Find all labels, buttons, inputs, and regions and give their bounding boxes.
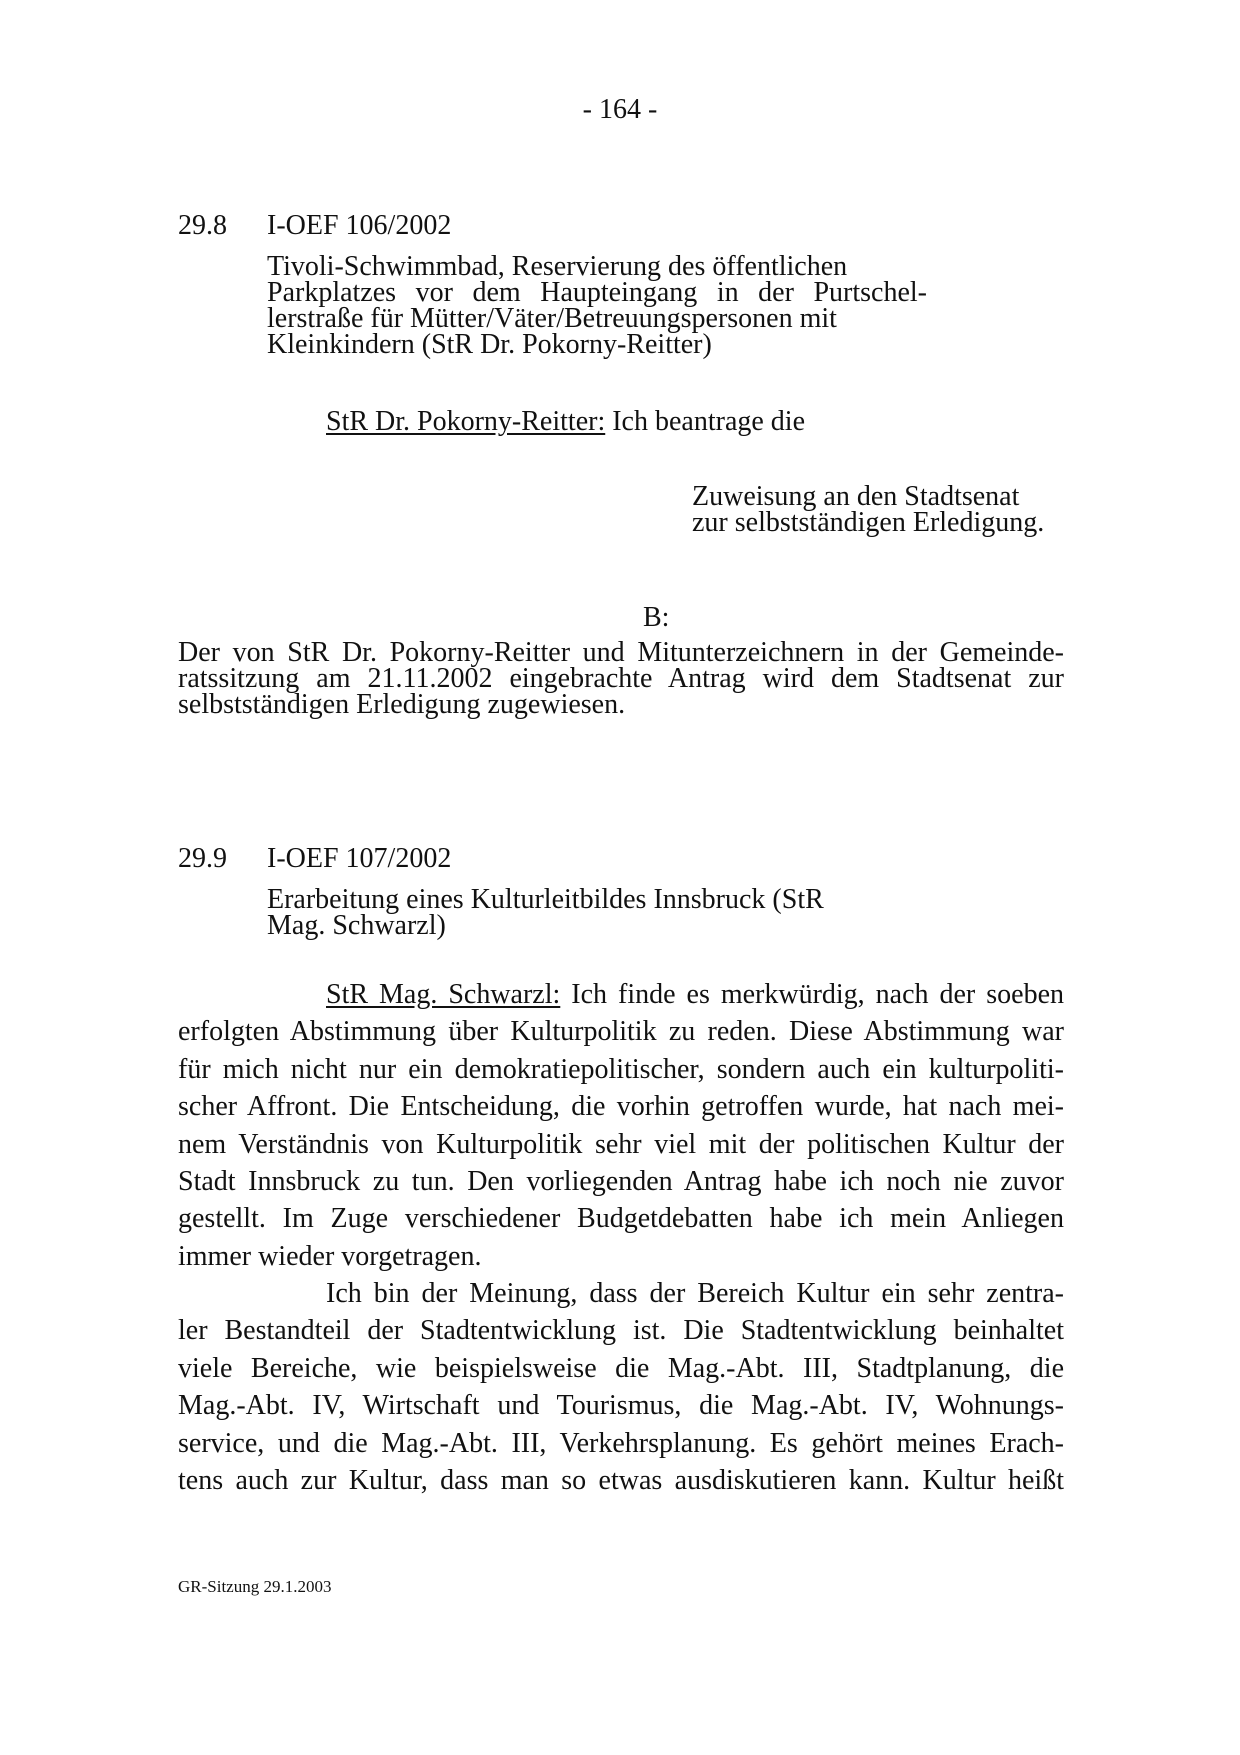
- item-title-line: Erarbeitung eines Kulturleitbildes Innsbruck (StR: [267, 884, 824, 915]
- item-title-line: Parkplatzes vor dem Haupteingang in der Purtschel-: [267, 277, 927, 308]
- item-title-line: lerstraße für Mütter/Väter/Betreuungspersonen mit: [267, 303, 837, 334]
- paragraph-line: viele Bereiche, wie beispielsweise die Mag.-Abt. III, Stadtplanung, die: [178, 1352, 1064, 1384]
- paragraph-line: für mich nicht nur ein demokratiepolitischer, sondern auch ein kulturpoliti-: [178, 1053, 1064, 1085]
- speech-text: Ich beantrage die: [605, 406, 806, 437]
- paragraph-line: scher Affront. Die Entscheidung, die vorhin getroffen wurde, hat nach mei-: [178, 1091, 1064, 1123]
- paragraph-line: immer wieder vorgetragen.: [178, 1240, 482, 1272]
- item-reference: I-OEF 107/2002: [267, 843, 452, 874]
- paragraph-line: nem Verständnis von Kulturpolitik sehr viel mit der politischen Kultur der: [178, 1128, 1064, 1160]
- item-title: [267, 251, 927, 360]
- speech-paragraph: [178, 976, 1064, 1275]
- paragraph-line: Mag.-Abt. IV, Wirtschaft und Tourismus, die Mag.-Abt. IV, Wohnungs-: [178, 1390, 1064, 1422]
- decision-label: B:: [643, 602, 670, 633]
- decision-line: selbstständigen Erledigung zugewiesen.: [178, 689, 626, 720]
- footer-text: GR-Sitzung 29.1.2003: [178, 1577, 332, 1596]
- speech-paragraph: [178, 1275, 1064, 1499]
- paragraph-line: Stadt Innsbruck zu tun. Den vorliegenden Antrag habe ich noch nie zuvor: [178, 1166, 1064, 1198]
- speaker-name: StR Mag. Schwarzl:: [326, 979, 561, 1010]
- paragraph-text: Ich bin der Meinung, dass der Bereich Kultur ein sehr zentra-: [326, 1278, 1064, 1309]
- motion-text: [692, 481, 1045, 538]
- paragraph-text: Ich finde es merkwürdig, nach der soeben: [560, 979, 1064, 1010]
- decision-line: Der von StR Dr. Pokorny-Reitter und Mitunterzeichnern in der Gemeinde-: [178, 637, 1064, 668]
- paragraph-line: gestellt. Im Zuge verschiedener Budgetdebatten habe ich mein Anliegen: [178, 1203, 1064, 1235]
- speaker-name: StR Dr. Pokorny-Reitter:: [326, 406, 606, 437]
- paragraph-line: [178, 976, 1064, 1013]
- item-title: [267, 884, 927, 941]
- item-title-line: Tivoli-Schwimmbad, Reservierung des öffentlichen: [267, 251, 848, 282]
- paragraph-line: tens auch zur Kultur, dass man so etwas ausdiskutieren kann. Kultur heißt: [178, 1465, 1064, 1497]
- motion-line: Zuweisung an den Stadtsenat: [692, 481, 1020, 512]
- item-reference: I-OEF 106/2002: [267, 210, 452, 241]
- paragraph-line: erfolgten Abstimmung über Kulturpolitik zu reden. Diese Abstimmung war: [178, 1016, 1064, 1048]
- item-number: 29.8: [178, 210, 227, 241]
- decision-line: ratssitzung am 21.11.2002 eingebrachte Antrag wird dem Stadtsenat zur: [178, 663, 1064, 694]
- page-number: - 164 -: [582, 94, 658, 125]
- item-number: 29.9: [178, 843, 227, 874]
- paragraph-line: [178, 1275, 1064, 1312]
- motion-line: zur selbstständigen Erledigung.: [692, 507, 1045, 538]
- paragraph-line: ler Bestandteil der Stadtentwicklung ist. Die Stadtentwicklung beinhaltet: [178, 1315, 1064, 1347]
- speech-line: [326, 406, 805, 438]
- decision-text: [178, 637, 1064, 720]
- paragraph-line: service, und die Mag.-Abt. III, Verkehrsplanung. Es gehört meines Erach-: [178, 1427, 1064, 1459]
- item-title-line: Kleinkindern (StR Dr. Pokorny-Reitter): [267, 329, 712, 360]
- item-title-line: Mag. Schwarzl): [267, 910, 446, 941]
